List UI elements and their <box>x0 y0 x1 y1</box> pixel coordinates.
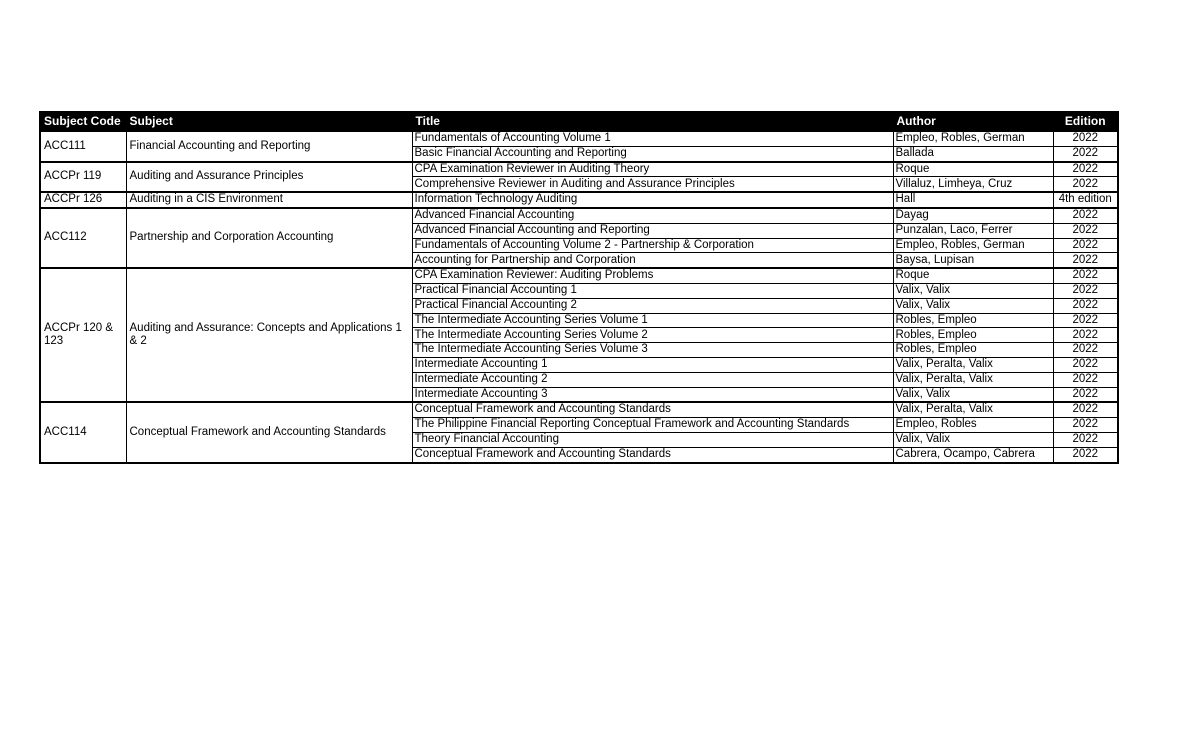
edition-cell: 2022 <box>1053 357 1118 372</box>
edition-cell: 2022 <box>1053 372 1118 387</box>
author-cell: Dayag <box>893 208 1053 223</box>
author-cell: Empleo, Robles, German <box>893 131 1053 146</box>
header-title: Title <box>412 112 893 131</box>
author-cell: Roque <box>893 162 1053 177</box>
edition-cell: 2022 <box>1053 253 1118 268</box>
author-cell: Baysa, Lupisan <box>893 253 1053 268</box>
table-body <box>40 131 1118 463</box>
title-cell: Intermediate Accounting 1 <box>412 357 893 372</box>
subject-cell: Financial Accounting and Reporting <box>126 131 412 162</box>
author-cell: Empleo, Robles, German <box>893 238 1053 253</box>
edition-cell: 2022 <box>1053 402 1118 417</box>
title-cell: The Philippine Financial Reporting Conceptual Framework and Accounting Standards <box>412 418 893 433</box>
header-edition: Edition <box>1053 112 1118 131</box>
subject-code-cell: ACCPr 119 <box>40 162 126 193</box>
title-cell: Advanced Financial Accounting and Reporting <box>412 223 893 238</box>
title-cell: Basic Financial Accounting and Reporting <box>412 146 893 161</box>
header-author: Author <box>893 112 1053 131</box>
title-cell: Information Technology Auditing <box>412 192 893 208</box>
header-row <box>40 112 1118 131</box>
subject-code-cell: ACCPr 120 & 123 <box>40 268 126 402</box>
author-cell: Robles, Empleo <box>893 343 1053 358</box>
edition-cell: 2022 <box>1053 447 1118 462</box>
author-cell: Empleo, Robles <box>893 418 1053 433</box>
author-cell: Punzalan, Laco, Ferrer <box>893 223 1053 238</box>
title-cell: CPA Examination Reviewer: Auditing Problems <box>412 268 893 283</box>
edition-cell: 2022 <box>1053 298 1118 313</box>
table-row <box>40 268 1118 283</box>
edition-cell: 2022 <box>1053 387 1118 402</box>
title-cell: Advanced Financial Accounting <box>412 208 893 223</box>
author-cell: Valix, Valix <box>893 387 1053 402</box>
edition-cell: 2022 <box>1053 208 1118 223</box>
table-row <box>40 162 1118 177</box>
edition-cell: 4th edition <box>1053 192 1118 208</box>
table-row <box>40 208 1118 223</box>
subject-code-cell: ACC114 <box>40 402 126 462</box>
author-cell: Cabrera, Ocampo, Cabrera <box>893 447 1053 462</box>
author-cell: Robles, Empleo <box>893 313 1053 328</box>
edition-cell: 2022 <box>1053 223 1118 238</box>
title-cell: Accounting for Partnership and Corporation <box>412 253 893 268</box>
header-subject-code: Subject Code <box>40 112 126 131</box>
edition-cell: 2022 <box>1053 328 1118 343</box>
author-cell: Robles, Empleo <box>893 328 1053 343</box>
title-cell: Fundamentals of Accounting Volume 2 - Partnership & Corporation <box>412 238 893 253</box>
author-cell: Valix, Valix <box>893 432 1053 447</box>
edition-cell: 2022 <box>1053 238 1118 253</box>
title-cell: Intermediate Accounting 3 <box>412 387 893 402</box>
title-cell: Practical Financial Accounting 2 <box>412 298 893 313</box>
subject-cell: Auditing in a CIS Environment <box>126 192 412 208</box>
title-cell: Theory Financial Accounting <box>412 432 893 447</box>
title-cell: Comprehensive Reviewer in Auditing and Assurance Principles <box>412 177 893 192</box>
title-cell: The Intermediate Accounting Series Volume 1 <box>412 313 893 328</box>
book-list-table <box>39 111 1119 464</box>
subject-cell: Conceptual Framework and Accounting Standards <box>126 402 412 462</box>
edition-cell: 2022 <box>1053 177 1118 192</box>
edition-cell: 2022 <box>1053 162 1118 177</box>
edition-cell: 2022 <box>1053 283 1118 298</box>
author-cell: Valix, Peralta, Valix <box>893 357 1053 372</box>
table-row <box>40 131 1118 146</box>
subject-cell: Partnership and Corporation Accounting <box>126 208 412 268</box>
subject-code-cell: ACC112 <box>40 208 126 268</box>
edition-cell: 2022 <box>1053 432 1118 447</box>
title-cell: Conceptual Framework and Accounting Standards <box>412 447 893 462</box>
title-cell: Intermediate Accounting 2 <box>412 372 893 387</box>
edition-cell: 2022 <box>1053 146 1118 161</box>
title-cell: The Intermediate Accounting Series Volume 3 <box>412 343 893 358</box>
edition-cell: 2022 <box>1053 313 1118 328</box>
subject-cell: Auditing and Assurance: Concepts and Applications 1 & 2 <box>126 268 412 402</box>
title-cell: Conceptual Framework and Accounting Standards <box>412 402 893 417</box>
header-subject: Subject <box>126 112 412 131</box>
title-cell: CPA Examination Reviewer in Auditing Theory <box>412 162 893 177</box>
title-cell: Fundamentals of Accounting Volume 1 <box>412 131 893 146</box>
edition-cell: 2022 <box>1053 268 1118 283</box>
subject-cell: Auditing and Assurance Principles <box>126 162 412 193</box>
author-cell: Roque <box>893 268 1053 283</box>
author-cell: Hall <box>893 192 1053 208</box>
author-cell: Valix, Valix <box>893 283 1053 298</box>
table-row <box>40 192 1118 208</box>
subject-code-cell: ACCPr 126 <box>40 192 126 208</box>
edition-cell: 2022 <box>1053 343 1118 358</box>
edition-cell: 2022 <box>1053 418 1118 433</box>
edition-cell: 2022 <box>1053 131 1118 146</box>
table-row <box>40 402 1118 417</box>
subject-code-cell: ACC111 <box>40 131 126 162</box>
title-cell: The Intermediate Accounting Series Volume 2 <box>412 328 893 343</box>
author-cell: Valix, Peralta, Valix <box>893 402 1053 417</box>
author-cell: Valix, Peralta, Valix <box>893 372 1053 387</box>
title-cell: Practical Financial Accounting 1 <box>412 283 893 298</box>
author-cell: Ballada <box>893 146 1053 161</box>
author-cell: Valix, Valix <box>893 298 1053 313</box>
author-cell: Villaluz, Limheya, Cruz <box>893 177 1053 192</box>
